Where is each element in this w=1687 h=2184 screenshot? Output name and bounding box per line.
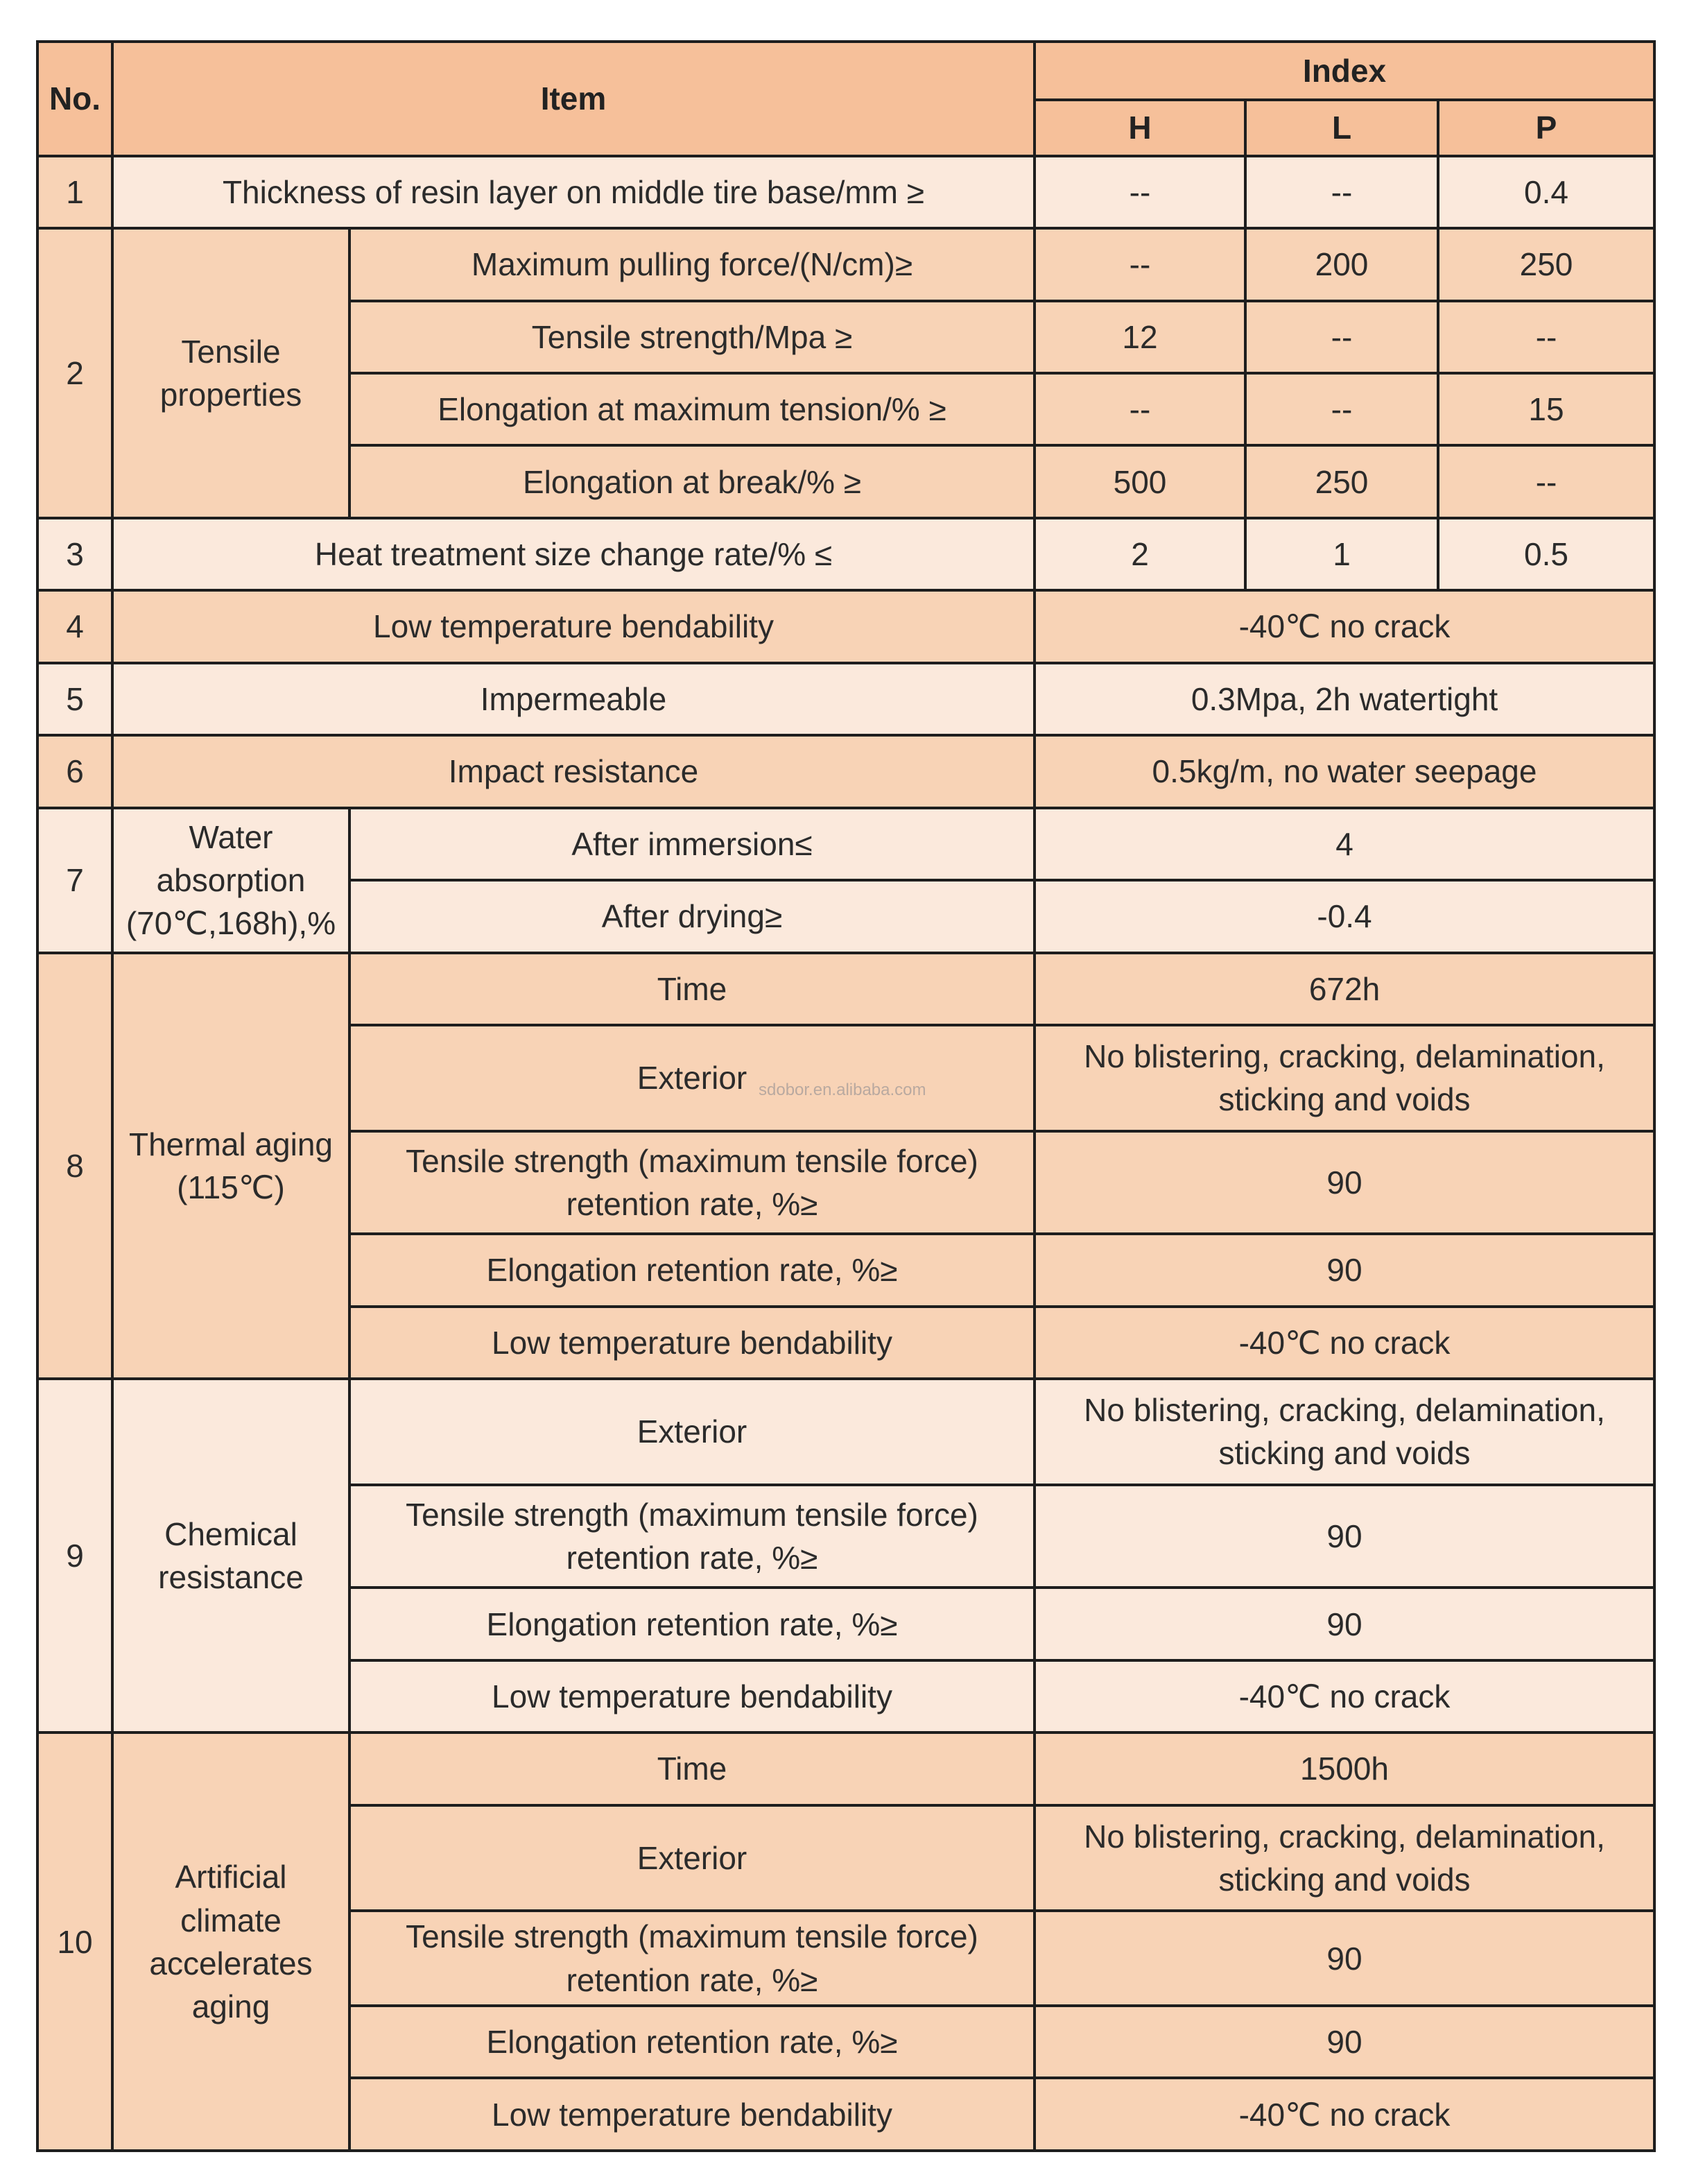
group-label-line: resistance (158, 1559, 304, 1596)
group-label-line: Artificial (175, 1859, 287, 1895)
value-p: -- (1438, 301, 1654, 373)
item-cell (349, 1911, 1035, 2006)
value-p: 0.4 (1438, 156, 1654, 228)
item-cell: Elongation at break/% ≥ (349, 445, 1035, 517)
table-row (37, 228, 1654, 300)
item-cell: Impact resistance (112, 735, 1035, 807)
value-cell: 4 (1035, 808, 1654, 880)
item-cell: Time (349, 1732, 1035, 1805)
value-cell (1035, 1025, 1654, 1131)
value-cell: 90 (1035, 1131, 1654, 1235)
header-l: L (1245, 100, 1438, 155)
item-cell: Low temperature bendability (112, 590, 1035, 662)
table-row (37, 1379, 1654, 1485)
value-cell (1035, 1805, 1654, 1911)
item-line: Tensile strength (maximum tensile force) (406, 1918, 978, 1955)
item-cell: Elongation retention rate, %≥ (349, 2006, 1035, 2078)
item-line: retention rate, %≥ (566, 1961, 818, 1998)
watermark-text: sdobor.en.alibaba.com (759, 1081, 926, 1099)
value-cell: 90 (1035, 1234, 1654, 1306)
table-row (37, 518, 1654, 590)
value-cell: 0.3Mpa, 2h watertight (1035, 663, 1654, 735)
row-number: 8 (37, 953, 112, 1379)
value-p: -- (1438, 445, 1654, 517)
row-number: 6 (37, 735, 112, 807)
value-p: 15 (1438, 373, 1654, 445)
table-row (37, 808, 1654, 880)
item-line: retention rate, %≥ (566, 1185, 818, 1222)
header-h: H (1035, 100, 1245, 155)
value-h: 2 (1035, 518, 1245, 590)
value-cell: 90 (1035, 2006, 1654, 2078)
group-cell (112, 1732, 349, 2151)
header-index: Index (1035, 42, 1654, 100)
row-number: 3 (37, 518, 112, 590)
value-l: 200 (1245, 228, 1438, 300)
item-cell: Exterior (349, 1805, 1035, 1911)
item-cell: After immersion≤ (349, 808, 1035, 880)
group-label-line: Thermal aging (128, 1126, 334, 1162)
value-cell: -40℃ no crack (1035, 1660, 1654, 1732)
value-l: -- (1245, 156, 1438, 228)
row-number: 10 (37, 1732, 112, 2151)
item-cell: Elongation at maximum tension/% ≥ (349, 373, 1035, 445)
value-cell (1035, 1379, 1654, 1485)
header-item: Item (112, 42, 1035, 156)
value-h: 12 (1035, 301, 1245, 373)
item-cell (349, 1485, 1035, 1588)
item-cell: After drying≥ (349, 880, 1035, 952)
item-cell (349, 1131, 1035, 1235)
table-row (37, 156, 1654, 228)
item-cell: Exterior (349, 1025, 1035, 1131)
group-label-line: aging (191, 1988, 270, 2024)
row-number: 2 (37, 228, 112, 518)
item-cell: Low temperature bendability (349, 1307, 1035, 1379)
row-number: 1 (37, 156, 112, 228)
value-cell: 0.5kg/m, no water seepage (1035, 735, 1654, 807)
group-cell (112, 1379, 349, 1732)
item-cell: Elongation retention rate, %≥ (349, 1234, 1035, 1306)
value-p: 0.5 (1438, 518, 1654, 590)
value-cell: 90 (1035, 1485, 1654, 1588)
group-label-line: Chemical (164, 1516, 297, 1553)
row-number: 7 (37, 808, 112, 953)
table-row (37, 1732, 1654, 1805)
item-cell: Low temperature bendability (349, 2078, 1035, 2151)
value-l: -- (1245, 301, 1438, 373)
value-l: 1 (1245, 518, 1438, 590)
item-cell: Tensile strength/Mpa ≥ (349, 301, 1035, 373)
value-h: 500 (1035, 445, 1245, 517)
item-cell: Thickness of resin layer on middle tire base/mm ≥ (112, 156, 1035, 228)
item-cell: Impermeable (112, 663, 1035, 735)
group-label-line: absorption (156, 862, 306, 899)
value-cell: -40℃ no crack (1035, 1307, 1654, 1379)
item-cell: Elongation retention rate, %≥ (349, 1588, 1035, 1660)
header-p: P (1438, 100, 1654, 155)
value-cell: 90 (1035, 1588, 1654, 1660)
item-cell: Low temperature bendability (349, 1660, 1035, 1732)
table-row (37, 663, 1654, 735)
value-line: sticking and voids (1218, 1081, 1471, 1118)
value-line: No blistering, cracking, delamination, (1084, 1392, 1605, 1429)
row-number: 9 (37, 1379, 112, 1732)
item-cell: Time (349, 953, 1035, 1025)
table-row (37, 953, 1654, 1025)
group-label-line: accelerates (149, 1945, 313, 1981)
group-cell (112, 808, 349, 953)
group-cell (112, 953, 349, 1379)
value-h: -- (1035, 228, 1245, 300)
value-cell: -40℃ no crack (1035, 2078, 1654, 2151)
value-h: -- (1035, 156, 1245, 228)
table-row (37, 735, 1654, 807)
row-number: 4 (37, 590, 112, 662)
item-cell: Exterior (349, 1379, 1035, 1485)
item-line: Tensile strength (maximum tensile force) (406, 1142, 978, 1179)
value-cell: 90 (1035, 1911, 1654, 2006)
group-label: Tensile properties (159, 333, 302, 413)
value-line: No blistering, cracking, delamination, (1084, 1038, 1605, 1075)
value-line: No blistering, cracking, delamination, (1084, 1818, 1605, 1855)
value-l: 250 (1245, 445, 1438, 517)
group-label-line: climate (180, 1902, 282, 1938)
value-cell: 672h (1035, 953, 1654, 1025)
item-cell: Maximum pulling force/(N/cm)≥ (349, 228, 1035, 300)
group-label-line: (70℃,168h),% (126, 905, 336, 942)
item-line: Tensile strength (maximum tensile force) (406, 1496, 978, 1533)
group-label-line: (115℃) (177, 1169, 285, 1205)
value-cell: 1500h (1035, 1732, 1654, 1805)
header-row-top (37, 42, 1654, 100)
value-cell: -0.4 (1035, 880, 1654, 952)
value-h: -- (1035, 373, 1245, 445)
value-l: -- (1245, 373, 1438, 445)
value-line: sticking and voids (1218, 1861, 1471, 1898)
group-label-line: Water (189, 818, 273, 855)
header-no: No. (37, 42, 112, 156)
row-number: 5 (37, 663, 112, 735)
group-cell (112, 228, 349, 518)
item-cell: Heat treatment size change rate/% ≤ (112, 518, 1035, 590)
value-line: sticking and voids (1218, 1435, 1471, 1472)
item-line: retention rate, %≥ (566, 1540, 818, 1576)
value-p: 250 (1438, 228, 1654, 300)
value-cell: -40℃ no crack (1035, 590, 1654, 662)
table-row (37, 590, 1654, 662)
